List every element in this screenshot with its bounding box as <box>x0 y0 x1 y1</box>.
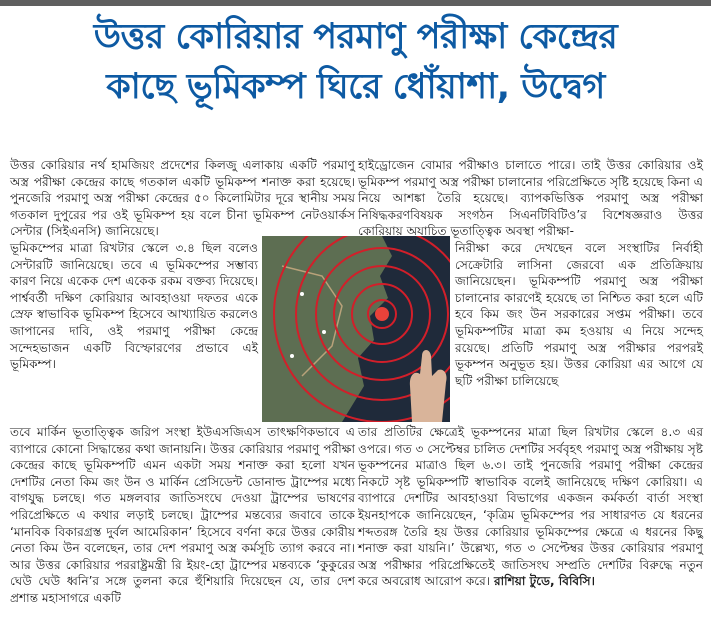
seismic-map-image <box>262 236 450 422</box>
article-left-wrap <box>10 240 258 373</box>
left-bottom-block <box>10 424 355 607</box>
article-right-top <box>358 157 703 240</box>
source-credit: রাশিয়া টুডে, বিবিসি। <box>494 574 595 589</box>
headline <box>8 12 703 112</box>
seismic-photo <box>262 236 450 422</box>
left-bottom-text: তবে মার্কিন ভূতাত্ত্বিক জরিপ সংস্থা ইউএসজিএস তাৎক্ষণিকভাবে এ ব্যাপারে কোনো সিদ্ধান্তের কথা জানায়নি। উত্তর কোরিয়ার পরমাণু পরীক্ষা কেন্দ্রের কাছে ভূমিকম্পটি এমন একটা সময় শনাক্ত করা হলো যখন দেশটির নেতা কিম জং উন ও মার্কিন প্রেসিডেন্ট ডোনাল্ড ট্রাম্পের মধ্যে বাগযুদ্ধ চলছে। গত মঙ্গলবার জাতিসংঘে দেওয়া ট্রাম্পের ভাষণের পরিপ্রেক্ষিতে এ কথার লড়াই চলছে। ট্রাম্পের মন্তব্যের জবাবে তাকে ‘মানবিক বিকারগ্রস্ত দুর্বল আমেরিকান’ হিসেবে বর্ণনা করে উত্তর কোরীয় নেতা কিম উন বলেছেন, তার দেশ পরমাণু অস্ত্র কর্মসূচি ত্যাগ করবে না। আর উত্তর কোরিয়ার পররাষ্ট্রমন্ত্রী রি ইয়ং-হো ট্রাম্পের মন্তব্যকে ‘কুকুরের ঘেউ ঘেউ ধ্বনি’র সঙ্গে তুলনা করে হুঁশিয়ারি দিয়েছেন যে, তার দেশ প্রশান্ত মহাসাগরে একটি <box>10 425 355 605</box>
left-wrap-text: ভূমিকম্পের মাত্রা রিখটার স্কেলে ৩.৪ ছিল বলেও সেন্টারটি জানিয়েছে। তবে এ ভূমিকম্পের সম্ভাব্য কারণ নিয়ে একেক দেশ একেক রকম বক্তব্য দিয়েছে। পার্শ্ববর্তী দক্ষিণ কোরিয়ার আবহাওয়া দফতর একে স্রেফ স্বাভাবিক ভূমিকম্প হিসেবে আখ্যায়িত করলেও জাপানের দাবি, ওই পরমাণু পরীক্ষা কেন্দ্রে সন্দেহভাজন একটি বিস্ফোরণের প্রভাবে এই ভূমিকম্প। <box>10 241 258 372</box>
left-top-text: উত্তর কোরিয়ার নর্থ হামজিয়ং প্রদেশের কিলজু এলাকায় একটি পরমাণু অস্ত্র পরীক্ষা কেন্দ্রের কাছে গতকাল একটি ভূমিকম্প শনাক্ত করা হয়েছে। পুনজেরি পরমাণু অস্ত্র পরীক্ষা কেন্দ্রের ৫০ কিলোমিটার দূরে স্থানীয় সময় গতকাল দুপুরের পর ওই ভূমিকম্প হয় বলে চীনা ভূমিকম্প নেটওয়ার্কস সেন্টার (সিইএনসি) জানিয়েছে। <box>10 158 355 239</box>
article-right-wrap <box>455 240 703 389</box>
right-bottom-text: তার প্রতিটির ক্ষেত্রেই ভূকম্পনের মাত্রা ছিল রিখটার স্কেলে ৪.৩ এর ওপরে। গত ৩ সেপ্টেম্বর চালিত দেশটির সর্ববৃহৎ পরমাণু অস্ত্র পরীক্ষায় সৃষ্ট ভূকম্পনের মাত্রাও ছিল ৬.৩। তাই পুনজেরি পরমাণু পরীক্ষা কেন্দ্রের নিকটে সৃষ্ট ভূমিকম্পটি স্বাভাবিক বলেই জানিয়েছে দক্ষিণ কোরিয়া। এ ব্যাপারে দেশটির আবহাওয়া বিভাগের একজন কর্মকর্তা বার্তা সংস্থা ইয়নহাপকে জানিয়েছেন, ‘কৃত্রিম ভূমিকম্পের পর সাধারণত যে ধরনের শব্দতরঙ্গ তৈরি হয় উত্তর কোরিয়ার ভূমিকম্পের ক্ষেত্রে এ ধরনের কিছু শনাক্ত করা যায়নি।’ উল্লেখ্য, গত ৩ সেপ্টেম্বর উত্তর কোরিয়ার পরমাণু অস্ত্র পরীক্ষার পরিপ্রেক্ষিতেই জাতিসংঘ সম্প্রতি দেশটির বিরুদ্ধে নতুন করে অবরোধ আরোপ করে। <box>358 425 703 589</box>
epicenter-marker <box>375 307 389 321</box>
right-top-text: হাইড্রোজেন বোমার পরীক্ষাও চালাতে পারে। তাই উত্তর কোরিয়ার ওই ভূমিকম্প পরমাণু অস্ত্র পরীক্ষা চালানোর পরিপ্রেক্ষিতে সৃষ্টি হয়েছে কিনা এ নিয়ে আশঙ্কা তৈরি হয়েছে। ব্যাপকভিত্তিক পরমাণু অস্ত্র পরীক্ষা নিষিদ্ধকরণবিষয়ক সংগঠন সিএনটিবিটিও’র বিশেষজ্ঞরাও উত্তর কোরিয়ায় অযাচিত ভূতাত্ত্বিক অবস্থা পরীক্ষা- <box>358 158 703 239</box>
right-wrap-text: নিরীক্ষা করে দেখছেন বলে সংস্থাটির নির্বাহী সেক্রেটারি লাসিনা জেরবো এক প্রতিক্রিয়ায় জানিয়েছেন। ভূমিকম্পটি পরমাণু অস্ত্র পরীক্ষা চালানোর কারণেই হয়েছে তা নিশ্চিত করা হলে এটি হবে কিম জং উন সরকারের সপ্তম পরীক্ষা। তবে ভূমিকম্পটির মাত্রা কম হওয়ায় এ নিয়ে সন্দেহ রয়েছে। প্রতিটি পরমাণু অস্ত্র পরীক্ষার পরপরই ভূকম্পন অনুভূত হয়। উত্তর কোরিয়া এর আগে যে ছটি পরীক্ষা চালিয়েছে <box>455 241 703 388</box>
headline-line-2: কাছে ভূমিকম্প ঘিরে ধোঁয়াশা, উদ্বেগ <box>106 67 605 107</box>
headline-line-1: উত্তর কোরিয়ার পরমাণু পরীক্ষা কেন্দ্রের <box>93 17 618 57</box>
top-rule <box>0 0 711 6</box>
right-bottom-paragraph <box>358 424 703 590</box>
article-left-top <box>10 157 355 240</box>
right-bottom-block <box>358 424 703 590</box>
